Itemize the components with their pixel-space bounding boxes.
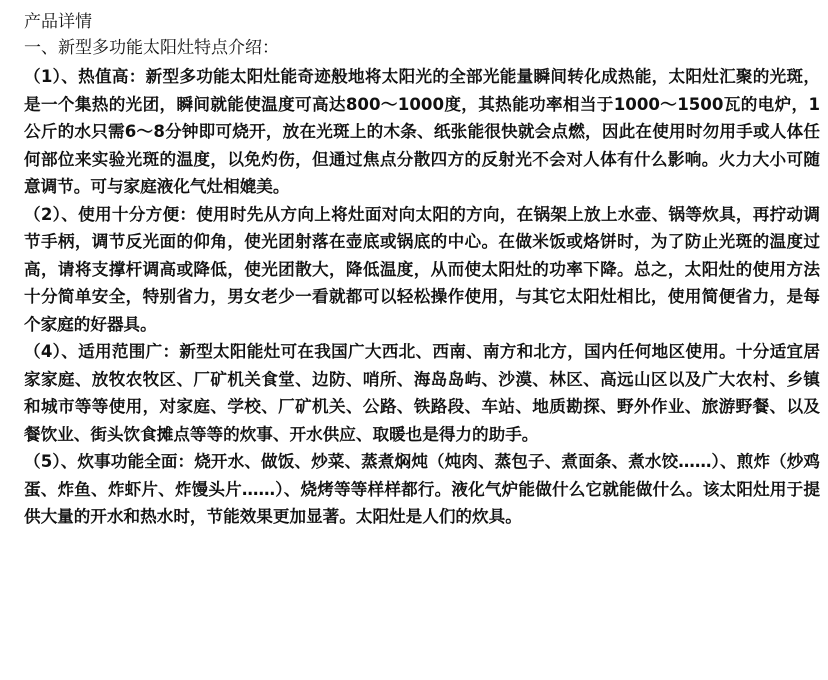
paragraph-application-range: （4）、适用范围广：新型太阳能灶可在我国广大西北、西南、南方和北方，国内任何地区使用。十分适宜居家家庭、放牧农牧区、厂矿机关食堂、边防、哨所、海岛岛屿、沙漠、林区、高远山区以及广大农村、乡镇和城市等等使用，对家庭、学校、厂矿机关、公路、铁路段、车站、地质勘探、野外作业、旅游野餐、以及餐饮业、街头饮食摊点等等的炊事、开水供应、取暖也是得力的助手。	[24, 342, 820, 444]
paragraph-cooking-functions: （5）、炊事功能全面：烧开水、做饭、炒菜、蒸煮焖炖（炖肉、蒸包子、煮面条、煮水饺……）、煎炸（炒鸡蛋、炸鱼、炸虾片、炸馒头片……）、烧烤等等样样都行。液化气炉能做什么它就能做什么。该太阳灶用于提供大量的开水和热水时，节能效果更加显著。太阳灶是人们的炊具。	[24, 452, 820, 526]
page-title: 产品详情	[24, 12, 92, 32]
paragraph-heat-value: （1）、热值高：新型多功能太阳灶能奇迹般地将太阳光的全部光能量瞬间转化成热能，太阳灶汇聚的光斑，是一个集热的光团，瞬间就能使温度可高达800～1000度，其热能功率相当于1000～1500瓦的电炉，1公斤的水只需6～8分钟即可烧开，放在光斑上的木条、纸张能很快就会点燃，因此在使用时勿用手或人体任何部位来实验光斑的温度，以免灼伤，但通过焦点分散四方的反射光不会对人体有什么影响。火力大小可随意调节。可与家庭液化气灶相媲美。	[24, 67, 820, 196]
paragraph-ease-of-use: （2）、使用十分方便：使用时先从方向上将灶面对向太阳的方向，在锅架上放上水壶、锅等炊具，再拧动调节手柄，调节反光面的仰角，使光团射落在壶底或锅底的中心。在做米饭或烙饼时，为了防止光斑的温度过高，请将支撑杆调高或降低，使光团散大，降低温度，从而使太阳灶的功率下降。总之，太阳灶的使用方法十分简单安全，特别省力，男女老少一看就都可以轻松操作使用，与其它太阳灶相比，使用简便省力，是每个家庭的好器具。	[24, 204, 820, 334]
section-heading: 一、新型多功能太阳灶特点介绍：	[24, 38, 279, 58]
